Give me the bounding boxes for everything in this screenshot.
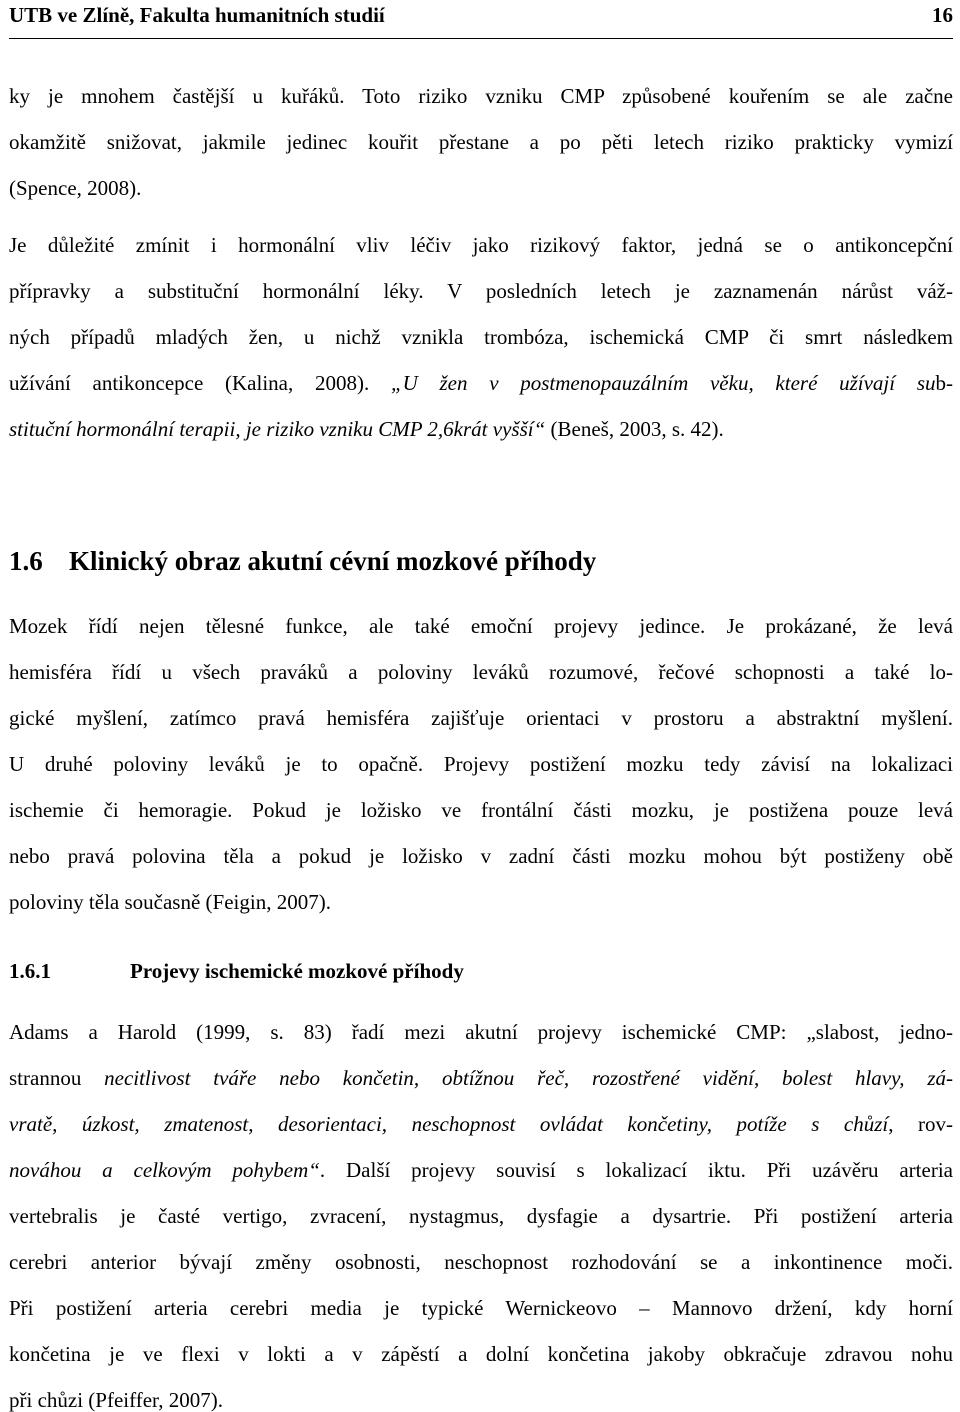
para4-line-8: končetina je ve flexi v lokti a v zápěstí a dolní končetina jakoby obkračuje zdravou nohu xyxy=(9,1342,953,1366)
para1-line-1: ky je mnohem častější u kuřáků. Toto riziko vzniku CMP způsobené kouřením se ale začne xyxy=(9,84,953,108)
para2-line-4-text: užívání antikoncepce (Kalina, 2008). xyxy=(9,371,391,395)
para4-line-2 xyxy=(9,1066,953,1090)
section-1-6-1-heading xyxy=(9,959,464,984)
section-1-6-heading xyxy=(9,546,596,577)
para4-line-3-end: , rov- xyxy=(888,1112,953,1136)
para4-line-5: vertebralis je časté vertigo, zvracení, nystagmus, dysfagie a dysartrie. Při postižení arteria xyxy=(9,1204,953,1228)
section-1-6-number: 1.6 xyxy=(9,546,43,576)
para2-line-1: Je důležité zmínit i hormonální vliv léčiv jako rizikový faktor, jedná se o antikoncepční xyxy=(9,233,953,257)
para4-quote-part-2: vratě, úzkost, zmatenost, desorientaci, neschopnost ovládat končetiny, potíže s chůzí xyxy=(9,1112,889,1136)
para2-line-4 xyxy=(9,371,953,395)
section-1-6-title: Klinický obraz akutní cévní mozkové příhody xyxy=(69,546,597,576)
para3-line-5: ischemie či hemoragie. Pokud je ložisko ve frontální části mozku, je postižena pouze levá xyxy=(9,798,953,822)
para3-line-3: gické myšlení, zatímco pravá hemisféra zajišťuje orientaci v prostoru a abstraktní myšlení. xyxy=(9,706,953,730)
para1-line-3: (Spence, 2008). xyxy=(9,176,142,200)
header-school: UTB ve Zlíně, Fakulta humanitních studií xyxy=(9,3,385,27)
para4-line-4 xyxy=(9,1158,953,1182)
para2-line-4-end: b- xyxy=(935,371,953,395)
para2-line-5 xyxy=(9,417,953,441)
para1-line-2: okamžitě snižovat, jakmile jedinec kouřit přestane a po pěti letech riziko prakticky vymizí xyxy=(9,130,953,154)
para4-line-1: Adams a Harold (1999, s. 83) řadí mezi akutní projevy ischemické CMP: „slabost, jedno- xyxy=(9,1020,953,1044)
page-number: 16 xyxy=(932,3,953,27)
para4-line-3 xyxy=(9,1112,953,1136)
para3-line-2: hemisféra řídí u všech praváků a poloviny leváků rozumové, řečové schopnosti a také lo- xyxy=(9,660,953,684)
para2-line-2: přípravky a substituční hormonální léky. V posledních letech je zaznamenán nárůst váž- xyxy=(9,279,953,303)
para2-quote-start: „U žen v postmenopauzálním věku, které užívají su xyxy=(390,371,936,395)
para2-citation: (Beneš, 2003, s. 42). xyxy=(545,417,724,441)
section-1-6-1-number: 1.6.1 xyxy=(9,959,51,983)
page-header xyxy=(9,0,953,39)
para3-line-7: poloviny těla současně (Feigin, 2007). xyxy=(9,890,331,914)
para3-line-1: Mozek řídí nejen tělesné funkce, ale také emoční projevy jedince. Je prokázané, že levá xyxy=(9,614,953,638)
para4-line-9: při chůzi (Pfeiffer, 2007). xyxy=(9,1388,223,1412)
para4-line-7: Při postižení arteria cerebri media je typické Wernickeovo – Mannovo držení, kdy horní xyxy=(9,1296,953,1320)
para4-line-6: cerebri anterior bývají změny osobnosti, neschopnost rozhodování se a inkontinence moči. xyxy=(9,1250,953,1274)
para3-line-4: U druhé poloviny leváků je to opačně. Projevy postižení mozku tedy závisí na lokalizaci xyxy=(9,752,953,776)
para4-line-2-text: strannou xyxy=(9,1066,105,1090)
para2-quote-end: stituční hormonální terapii, je riziko vzniku CMP 2,6krát vyšší“ xyxy=(9,417,546,441)
section-1-6-1-title: Projevy ischemické mozkové příhody xyxy=(130,959,464,983)
para3-line-6: nebo pravá polovina těla a pokud je ložisko v zadní části mozku mohou být postiženy obě xyxy=(9,844,953,868)
para4-quote-part-1: necitlivost tváře nebo končetin, obtížnou řeč, rozostřené vidění, bolest hlavy, zá- xyxy=(104,1066,953,1090)
para4-line-4-text: . Další projevy souvisí s lokalizací iktu. Při uzávěru arteria xyxy=(319,1158,953,1182)
para4-quote-part-3: nováhou a celkovým pohybem“ xyxy=(9,1158,320,1182)
para2-line-3: ných případů mladých žen, u nichž vznikla trombóza, ischemická CMP či smrt následkem xyxy=(9,325,953,349)
